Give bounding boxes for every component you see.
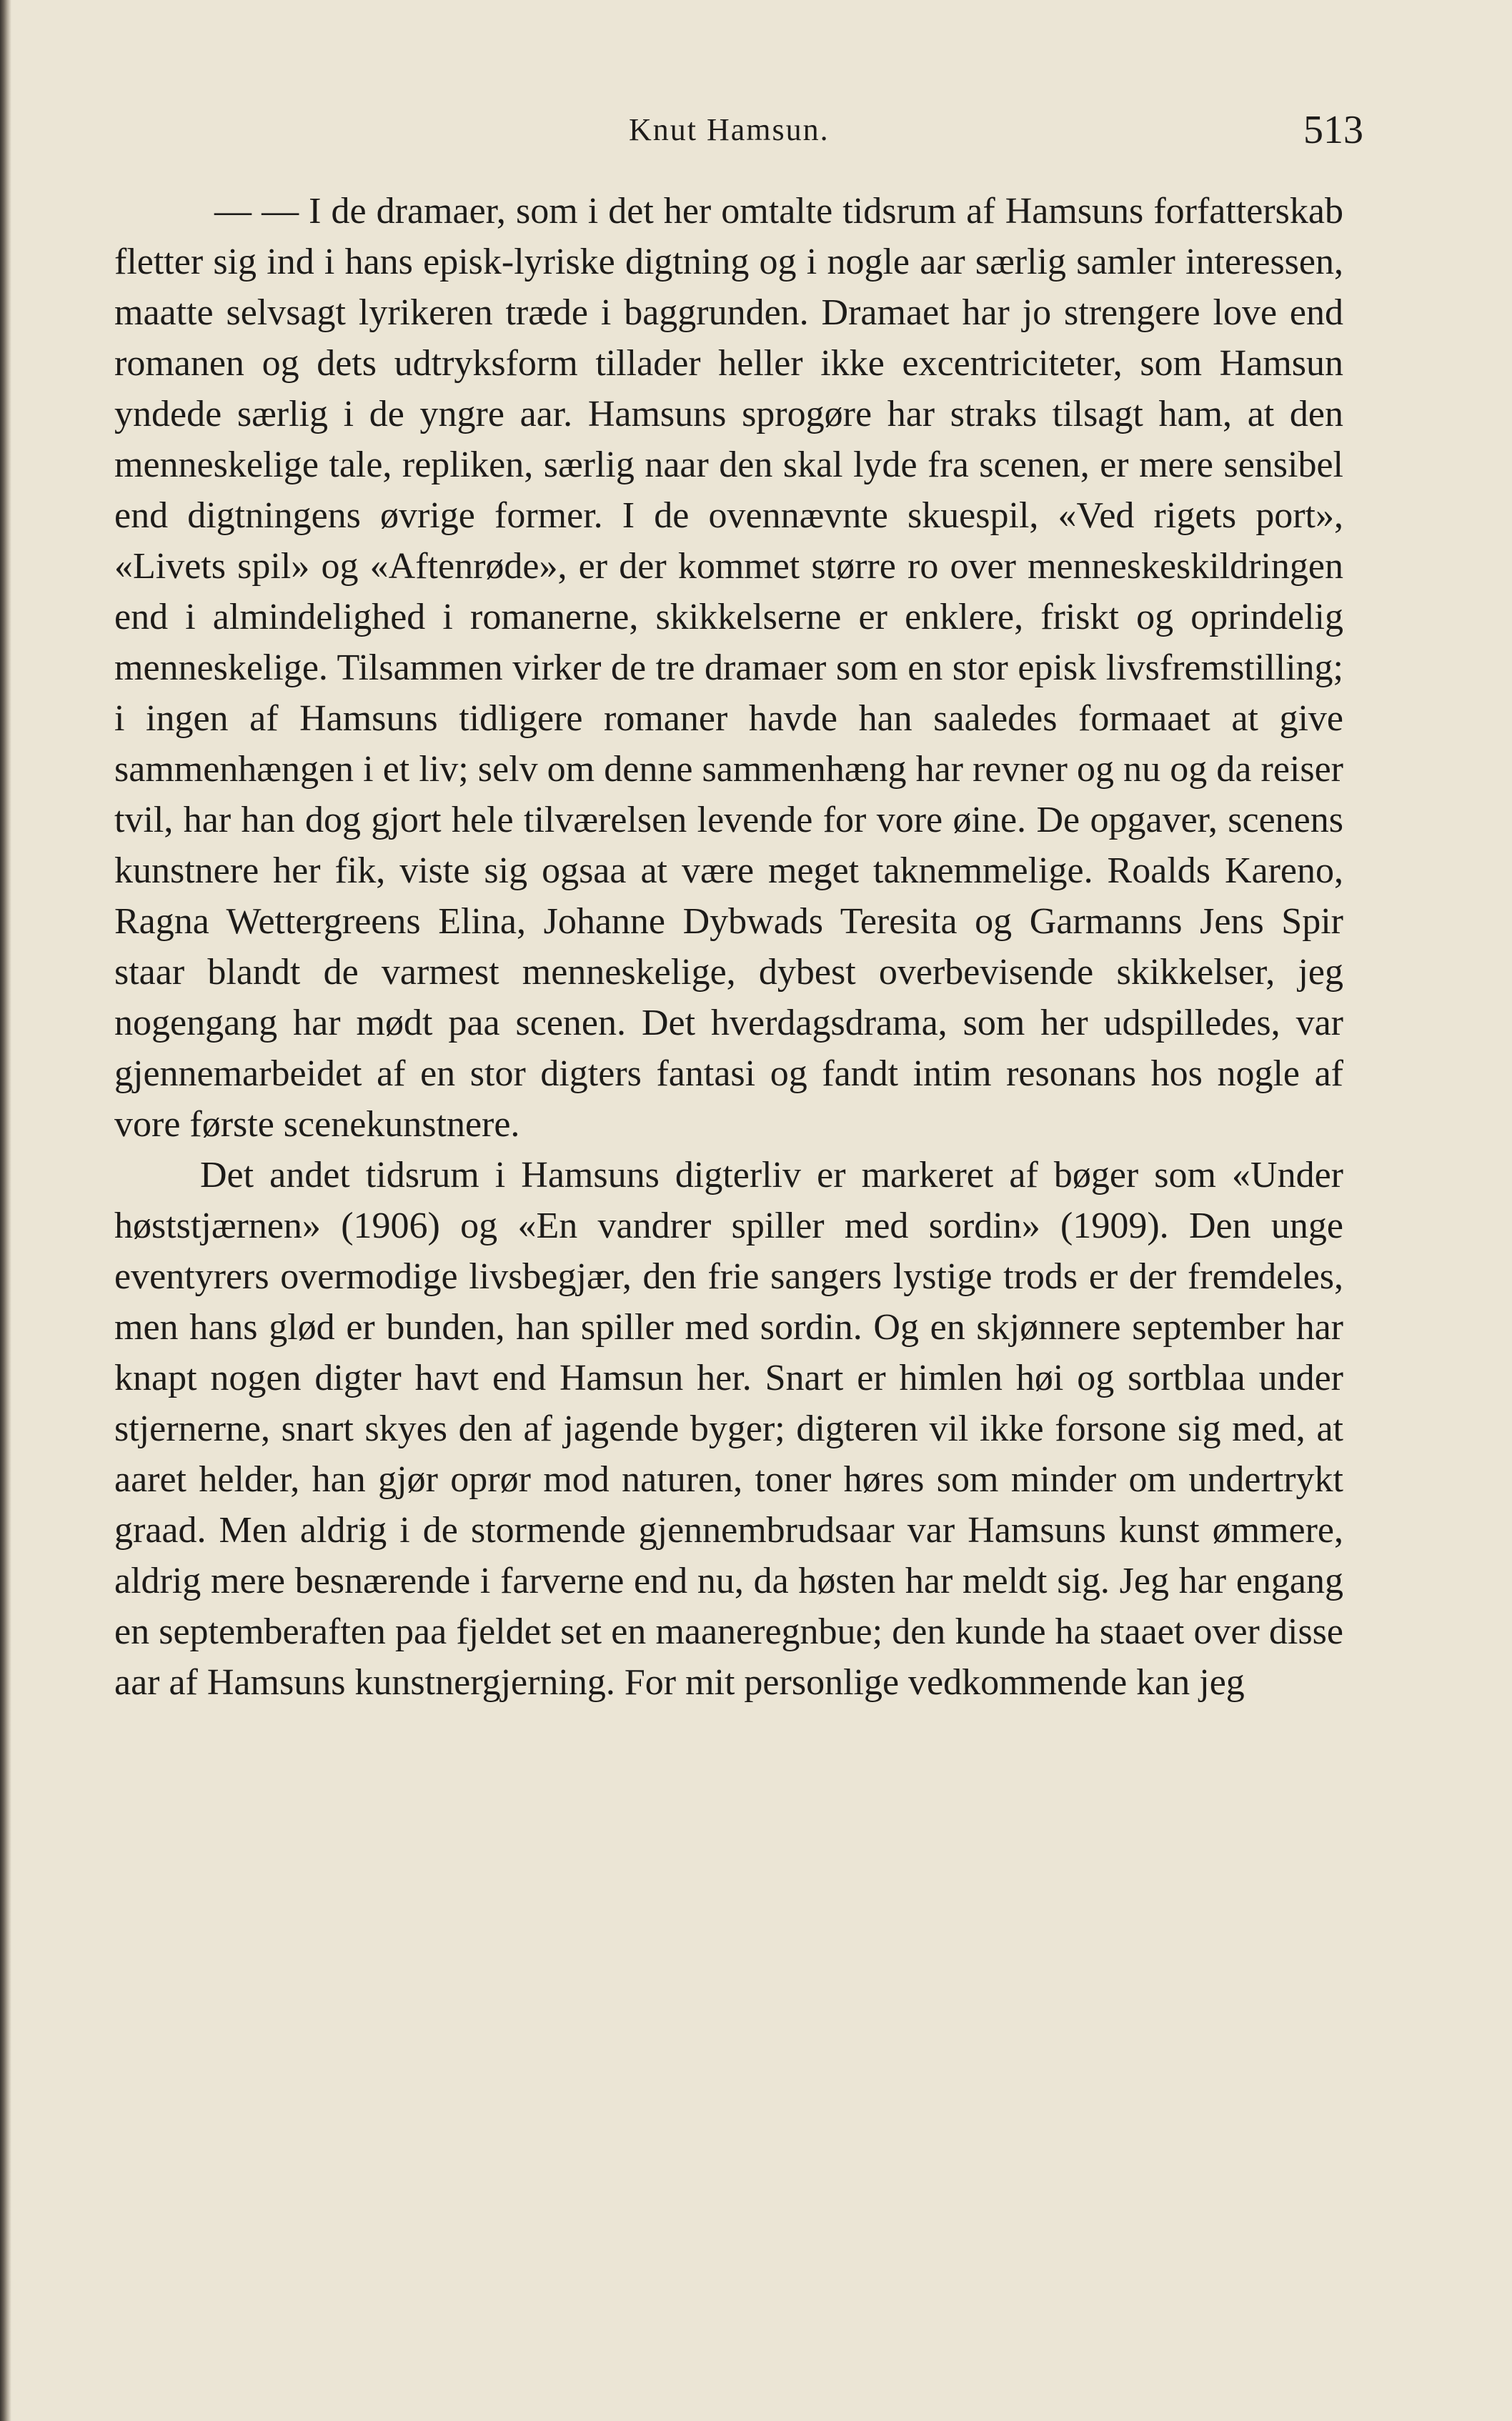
body-text: [114, 186, 1343, 1708]
paragraph-1: — — I de dramaer, som i det her omtalte tidsrum af Hamsuns forfatterskab fletter sig ind i hans episk-lyriske digtning og i nogle aar særlig samler interessen, maatte selvsagt lyrikeren træde i baggrunden. Dramaet har jo strengere love end romanen og dets udtryksform tillader heller ikke excentriciteter, som Hamsun yndede særlig i de yngre aar. Hamsuns sprogøre har straks tilsagt ham, at den menneskelige tale, repliken, særlig naar den skal lyde fra scenen, er mere sensibel end digtningens øvrige former. I de ovennævnte skuespil, «Ved rigets port», «Livets spil» og «Aftenrøde», er der kommet større ro over menneskeskildringen end i almindelighed i romanerne, skikkelserne er enklere, friskt og oprindelig menneskelige. Tilsammen virker de tre dramaer som en stor episk livsfremstilling; i ingen af Hamsuns tidligere romaner havde han saaledes formaaet at give sammenhængen i et liv; selv om denne sammenhæng har revner og nu og da reiser tvil, har han dog gjort hele tilværelsen levende for vore øine. De opgaver, scenens kunstnere her fik, viste sig ogsaa at være meget taknemmelige. Roalds Kareno, Ragna Wettergreens Elina, Johanne Dybwads Teresita og Garmanns Jens Spir staar blandt de varmest menneskelige, dybest overbevisende skikkelser, jeg nogengang har mødt paa scenen. Det hverdagsdrama, som her udspilledes, var gjennemarbeidet af en stor digters fantasi og fandt intim resonans hos nogle af vore første scenekunstnere.: [114, 191, 1343, 1145]
page-number: 513: [1303, 108, 1363, 152]
page-header: [114, 107, 1363, 157]
running-head: Knut Hamsun.: [629, 112, 830, 147]
paragraph-2: Det andet tidsrum i Hamsuns digterliv er markeret af bøger som «Under høststjærnen» (1906) og «En vandrer spiller med sordin» (1909). Den unge eventyrers overmodige livsbegjær, den frie sangers lystige trods er der fremdeles, men hans glød er bunden, han spiller med sordin. Og en skjønnere september har knapt nogen digter havt end Hamsun her. Snart er himlen høi og sortblaa under stjernerne, snart skyes den af jagende byger; digteren vil ikke forsone sig med, at aaret helder, han gjør oprør mod naturen, toner høres som minder om undertrykt graad. Men aldrig i de stormende gjennembrudsaar var Hamsuns kunst ømmere, aldrig mere besnærende i farverne end nu, da høsten har meldt sig. Jeg har engang en septemberaften paa fjeldet set en maaneregnbue; den kunde ha staaet over disse aar af Hamsuns kunstnergjerning. For mit personlige vedkommende kan jeg: [114, 1155, 1343, 1703]
book-spine-shadow: [0, 0, 11, 2421]
